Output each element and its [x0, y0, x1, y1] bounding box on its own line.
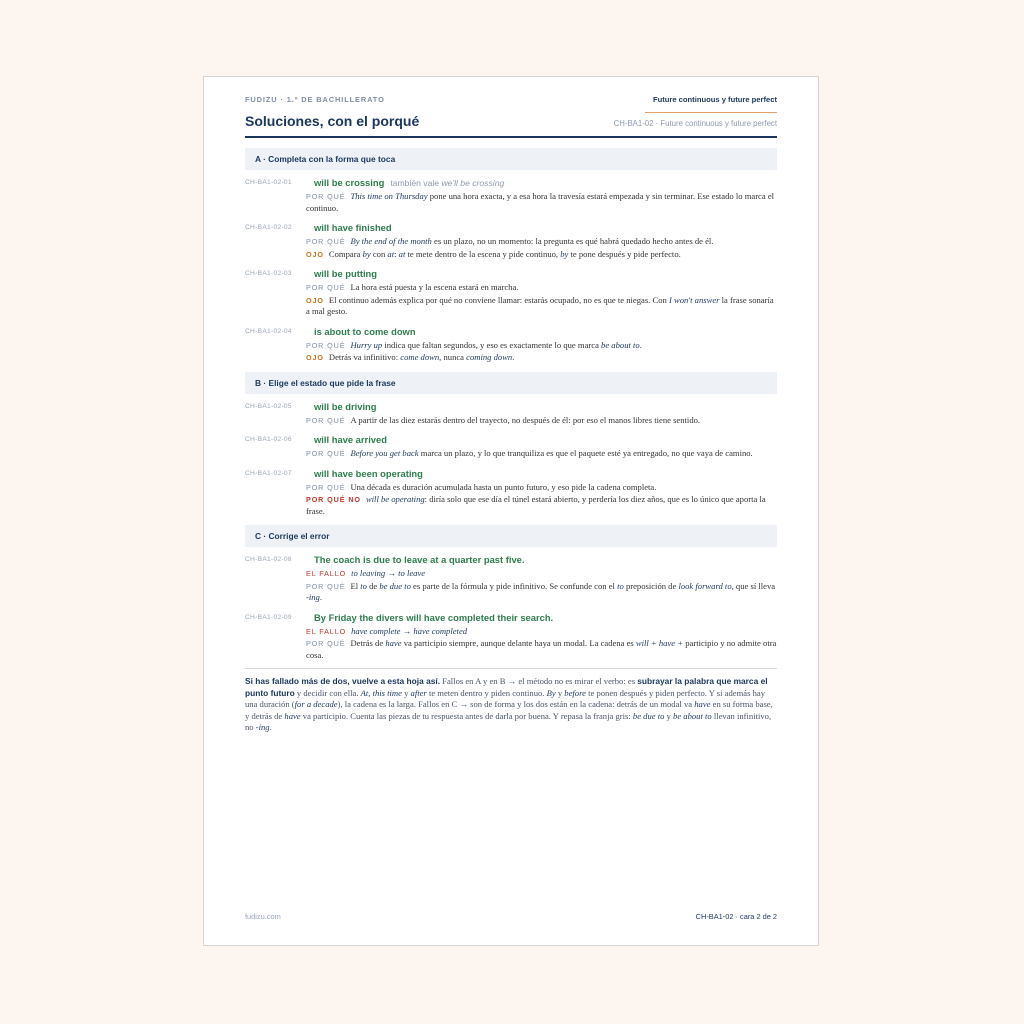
item-code: CH-BA1-02-01	[245, 179, 292, 186]
why-label: POR QUÉ	[306, 415, 346, 425]
example: for a decade	[294, 699, 338, 710]
summary-lead: Si has fallado más de dos, vuelve a esta hoja así.	[245, 676, 441, 686]
example: -ing	[255, 722, 270, 733]
answer-text: The coach is due to leave at a quarter past five.	[314, 554, 525, 565]
example: look forward to	[678, 580, 732, 591]
topic-underline	[645, 112, 777, 113]
example: be due to	[632, 710, 665, 721]
summary-emphasis: subrayar la palabra que marca el punto futuro	[245, 676, 768, 698]
solution-item	[245, 611, 777, 662]
correction: have complete → have completed	[351, 625, 468, 636]
why-text: .	[639, 339, 642, 350]
example: be due to	[379, 580, 411, 591]
why-label: POR QUÉ	[306, 237, 346, 246]
example: come down	[400, 352, 440, 362]
ojo-text: .	[512, 352, 515, 362]
solution-item	[245, 267, 777, 318]
why-label: POR QUÉ	[306, 340, 346, 350]
example: I won't answer	[668, 294, 720, 305]
section-a-header: A · Completa con la forma que toca	[245, 148, 777, 170]
example: This time on Thursday	[350, 191, 428, 201]
footer-site: fudizu.com	[245, 912, 281, 921]
worksheet-page	[203, 76, 819, 946]
summary-text: te ponen después y piden perfecto. Y si además hay una duración (	[245, 687, 766, 710]
why-note	[306, 448, 777, 460]
example: coming down	[466, 352, 513, 362]
why-note	[306, 282, 777, 294]
why-text: .	[319, 592, 322, 602]
ojo-text: con	[372, 248, 386, 259]
page-inner	[245, 77, 777, 945]
review-summary	[245, 668, 777, 734]
summary-text: y	[666, 710, 671, 721]
answer-text: will be crossing	[314, 177, 385, 188]
alt-prefix: también vale	[390, 178, 440, 188]
summary-text: y	[557, 687, 563, 698]
why-text: va participio siempre, aunque delante haya un modal. La cadena es	[403, 638, 634, 648]
why-text: marca un plazo, y lo que tranquiliza es que el paquete esté ya entregado, no que vaya de camino.	[420, 448, 753, 458]
why-not-note	[306, 494, 777, 517]
error-label: EL FALLO	[306, 626, 347, 636]
why-text: es parte de la fórmula y pide infinitivo. Se confunde con el	[413, 580, 615, 591]
ojo-text: :	[394, 248, 397, 259]
item-code: CH-BA1-02-02	[245, 224, 292, 231]
why-label: POR QUÉ	[306, 449, 346, 458]
summary-text: y decidir con ella.	[296, 687, 359, 698]
item-code: CH-BA1-02-04	[245, 327, 292, 335]
why-label: POR QUÉ	[306, 283, 346, 292]
why-note	[306, 638, 777, 661]
error-note	[306, 626, 777, 638]
answer-text: will have finished	[314, 222, 392, 233]
example: by	[362, 248, 371, 259]
error-label: EL FALLO	[306, 569, 347, 578]
why-note	[306, 415, 777, 427]
why-text: Una década es duración acumulada hasta un punto futuro, y eso pide la cadena completa.	[350, 481, 657, 492]
answer-text: By Friday the divers will have completed their search.	[314, 611, 554, 623]
summary-text: ), la cadena es la larga. Fallos en C → son de forma y los dos están en la cadena: detrás de un modal va	[337, 699, 693, 710]
why-text: Detrás de	[350, 638, 384, 648]
solution-item	[245, 433, 777, 460]
answer	[306, 176, 777, 190]
example: By the end of the month	[350, 236, 432, 246]
item-code: CH-BA1-02-09	[245, 613, 292, 621]
solution-item	[245, 176, 777, 214]
ojo-text: , nunca	[439, 352, 464, 362]
why-text: indica que faltan segundos, y eso es exactamente lo que marca	[384, 339, 599, 350]
why-note	[306, 482, 777, 494]
example: by	[560, 248, 569, 259]
example: have	[284, 710, 301, 721]
example: at	[387, 248, 395, 259]
item-code: CH-BA1-02-05	[245, 402, 292, 410]
example: -ing	[306, 592, 320, 602]
summary-text: Fallos en A y en B → el método no es mirar el verbo: es	[442, 676, 636, 686]
why-text: El	[350, 580, 359, 591]
why-label: POR QUÉ	[306, 639, 346, 648]
page-header	[245, 95, 777, 109]
example: to	[360, 580, 367, 591]
ojo-note	[306, 352, 777, 364]
solution-item	[245, 221, 777, 260]
example: be about to	[601, 339, 640, 350]
why-not-text: : diría solo que ese día el túnel estará abierto, y perdería los diez años, que es lo único que aporta la frase.	[306, 494, 766, 516]
solution-item	[245, 400, 777, 427]
example: at	[398, 248, 406, 259]
page-title: Soluciones, con el porqué	[245, 113, 420, 129]
title-rule	[245, 136, 777, 138]
why-label: POR QUÉ	[306, 581, 346, 591]
ojo-text: El continuo además explica por qué no conviene llamar: estarás ocupado, no es que te niegas. Con	[328, 294, 667, 305]
answer-text: is about to come down	[314, 325, 416, 337]
ojo-note	[306, 295, 777, 318]
error-note	[306, 568, 777, 580]
item-code: CH-BA1-02-06	[245, 436, 292, 443]
ojo-note	[306, 249, 777, 261]
why-text: La hora está puesta y la escena estará en marcha.	[350, 282, 519, 292]
example: have	[385, 638, 402, 648]
example: have	[694, 699, 711, 710]
why-text: pone una hora exacta, y a esa hora la travesía estará empezada y sin terminar. Ese estado lo marca el continuo.	[306, 191, 775, 213]
topic-label: Future continuous y future perfect	[652, 95, 777, 104]
summary-text: va participio. Cuenta las piezas de tu respuesta antes de darla por buena. Y repasa la franja gris:	[302, 710, 631, 721]
alternative-answer	[390, 178, 504, 188]
why-note	[306, 581, 777, 604]
example: Before you get back	[350, 448, 419, 458]
why-text: A partir de las diez estarás dentro del trayecto, no después de él: por eso el manos libres tiene sentido.	[350, 414, 701, 425]
example: will be operating	[365, 494, 425, 504]
example: be about to	[673, 710, 712, 721]
example: before	[564, 687, 586, 698]
why-label: POR QUÉ	[306, 482, 346, 492]
alt-form: we'll be crossing	[441, 178, 505, 188]
why-not-label: POR QUÉ NO	[306, 495, 361, 504]
example: Hurry up	[350, 339, 383, 350]
answer-text: will be putting	[314, 268, 378, 279]
example: to	[617, 580, 624, 591]
brand-label: FUDIZU · 1.º DE BACHILLERATO	[245, 95, 385, 104]
answer-text: will be driving	[314, 400, 377, 412]
why-text: de	[369, 580, 378, 591]
why-text: preposición de	[625, 580, 677, 591]
ojo-label: OJO	[306, 295, 324, 305]
sheet-code: CH-BA1-02 · Future continuous y future perfect	[613, 119, 777, 128]
item-code: CH-BA1-02-03	[245, 270, 292, 277]
solution-item	[245, 325, 777, 364]
example: will + have +	[635, 638, 684, 648]
ojo-text: te mete dentro de la escena y pide continuo,	[407, 248, 559, 259]
ojo-text: te pone después y pide perfecto.	[570, 248, 681, 259]
ojo-label: OJO	[306, 353, 324, 362]
example: By	[546, 687, 556, 698]
answer-text: will have arrived	[314, 434, 387, 445]
section-c-header: C · Corrige el error	[245, 525, 777, 547]
why-note	[306, 340, 777, 352]
item-code: CH-BA1-02-07	[245, 469, 292, 477]
solution-item	[245, 553, 777, 604]
why-text: es un plazo, no un momento: la pregunta es qué habrá quedado hecho antes de él.	[434, 236, 714, 246]
item-code: CH-BA1-02-08	[245, 556, 292, 563]
summary-text: y	[404, 687, 409, 698]
summary-text: .	[269, 722, 272, 733]
why-note	[306, 191, 777, 214]
summary-text: llevan infinitivo, no	[245, 710, 772, 733]
section-b-header: B · Elige el estado que pide la frase	[245, 372, 777, 394]
why-text: participio y no admite otra cosa.	[306, 638, 777, 660]
answer-text: will have been operating	[314, 467, 423, 479]
ojo-text: Detrás va infinitivo:	[328, 352, 399, 362]
why-note	[306, 236, 777, 248]
solution-item	[245, 467, 777, 518]
solutions-content	[245, 148, 777, 734]
footer-page: CH-BA1-02 · cara 2 de 2	[695, 912, 777, 921]
summary-text: en su forma base, y detrás de	[245, 699, 773, 721]
ojo-text: Compara	[328, 248, 361, 259]
why-label: POR QUÉ	[306, 192, 346, 201]
summary-text: te meten dentro y piden continuo.	[428, 687, 545, 698]
ojo-label: OJO	[306, 249, 324, 259]
example: after	[410, 687, 427, 698]
why-text: , que sí lleva	[731, 580, 776, 591]
example: At, this time	[360, 687, 402, 698]
correction: to leaving → to leave	[351, 568, 426, 578]
ojo-text: la frase sonaría a mal gesto.	[306, 294, 774, 316]
